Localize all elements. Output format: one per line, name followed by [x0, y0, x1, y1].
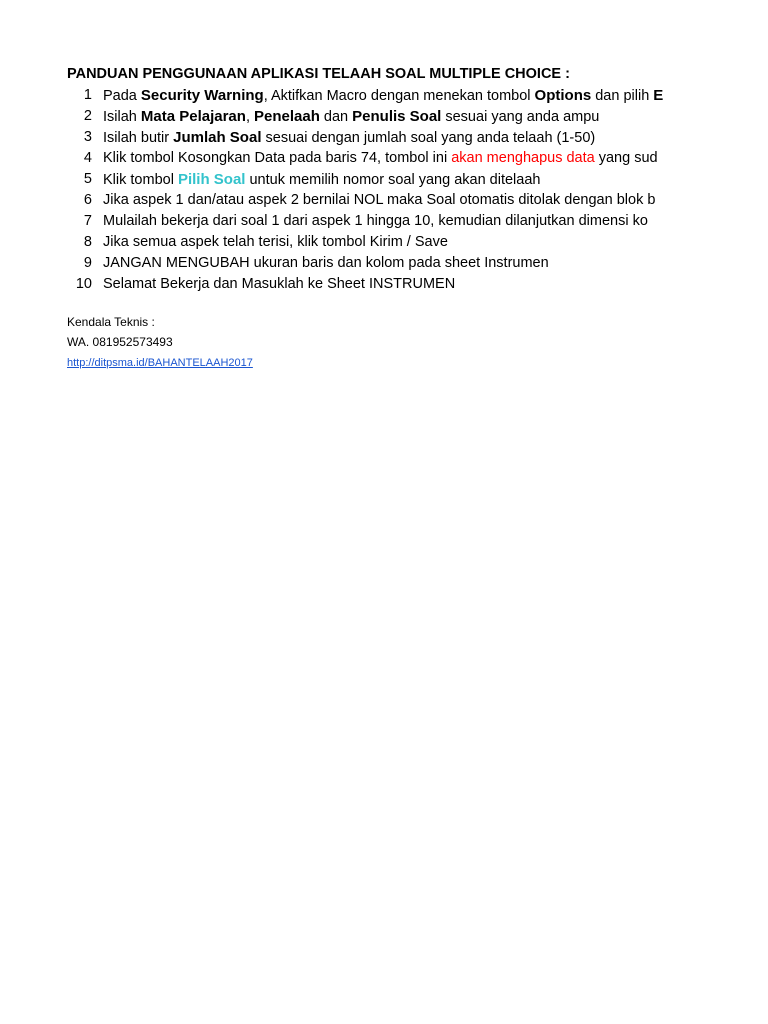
- text: Mulailah bekerja dari soal 1 dari aspek 1 hingga 10, kemudian dilanjutkan dimensi ko: [103, 213, 648, 229]
- text: Klik tombol Kosongkan Data pada baris 74, tombol ini: [103, 150, 452, 166]
- step-number: 3: [83, 129, 92, 145]
- step-text: [92, 148, 658, 169]
- text: JANGAN MENGUBAH ukuran baris dan kolom pada sheet Instrumen: [103, 255, 549, 271]
- step-4: [67, 148, 679, 169]
- options-text: Options: [534, 87, 592, 104]
- step-number: 5: [83, 171, 92, 187]
- step-number: 8: [83, 234, 92, 250]
- text: Pada: [103, 88, 141, 104]
- warning-text: akan menghapus data: [451, 150, 595, 166]
- text: Jika aspek 1 dan/atau aspek 2 bernilai NOL maka Soal otomatis ditolak dengan blok b: [103, 192, 656, 208]
- instructions-block: [67, 64, 679, 295]
- text: sesuai yang anda ampu: [441, 109, 600, 125]
- step-3: [67, 127, 679, 148]
- text: Klik tombol: [103, 172, 178, 188]
- security-warning-text: Security Warning: [140, 87, 264, 104]
- contact-phone: WA. 081952573493: [67, 335, 173, 349]
- penulis-soal-text: Penulis Soal: [352, 108, 442, 125]
- text: sesuai dengan jumlah soal yang anda telaah (1-50): [261, 130, 596, 146]
- jumlah-soal-text: Jumlah Soal: [173, 129, 262, 146]
- text: dan: [319, 109, 353, 125]
- text: Isilah butir: [103, 130, 174, 146]
- guide-title: PANDUAN PENGGUNAAN APLIKASI TELAAH SOAL MULTIPLE CHOICE :: [67, 66, 570, 82]
- step-text: [92, 211, 648, 232]
- text: ,: [245, 109, 255, 125]
- contact-link[interactable]: http://ditpsma.id/BAHANTELAAH2017: [67, 357, 253, 369]
- step-number: 2: [83, 108, 92, 124]
- step-9: [67, 253, 679, 274]
- text: , Aktifkan Macro dengan menekan tombol: [263, 88, 535, 104]
- step-text: [92, 274, 455, 295]
- step-1: [67, 85, 679, 106]
- step-7: [67, 211, 679, 232]
- step-number: 7: [83, 213, 92, 229]
- contact-block: [67, 312, 253, 373]
- step-10: [67, 274, 679, 295]
- step-text: [92, 190, 655, 211]
- steps-list: [67, 85, 679, 295]
- step-text: [92, 253, 549, 274]
- penelaah-text: Penelaah: [254, 108, 320, 125]
- mata-pelajaran-text: Mata Pelajaran: [140, 108, 246, 125]
- text: dan pilih: [591, 88, 654, 104]
- step-number: 10: [75, 276, 92, 292]
- step-5: [67, 169, 679, 190]
- step-text: [92, 169, 540, 190]
- pilih-soal-text: Pilih Soal: [177, 171, 246, 188]
- step-number: 4: [83, 150, 92, 166]
- step-text: [92, 232, 448, 253]
- text: Selamat Bekerja dan Masuklah ke Sheet INSTRUMEN: [103, 276, 456, 292]
- step-text: [92, 85, 663, 106]
- step-text: [92, 106, 599, 127]
- enable-text: E: [653, 87, 664, 104]
- text: yang sud: [594, 150, 658, 166]
- text: Jika semua aspek telah terisi, klik tombol Kirim / Save: [103, 234, 448, 250]
- contact-label: Kendala Teknis :: [67, 315, 155, 329]
- text: untuk memilih nomor soal yang akan ditelaah: [245, 172, 541, 188]
- step-number: 6: [83, 192, 92, 208]
- step-6: [67, 190, 679, 211]
- step-8: [67, 232, 679, 253]
- step-2: [67, 106, 679, 127]
- step-number: 9: [83, 255, 92, 271]
- step-number: 1: [83, 87, 92, 103]
- step-text: [92, 127, 595, 148]
- text: Isilah: [103, 109, 141, 125]
